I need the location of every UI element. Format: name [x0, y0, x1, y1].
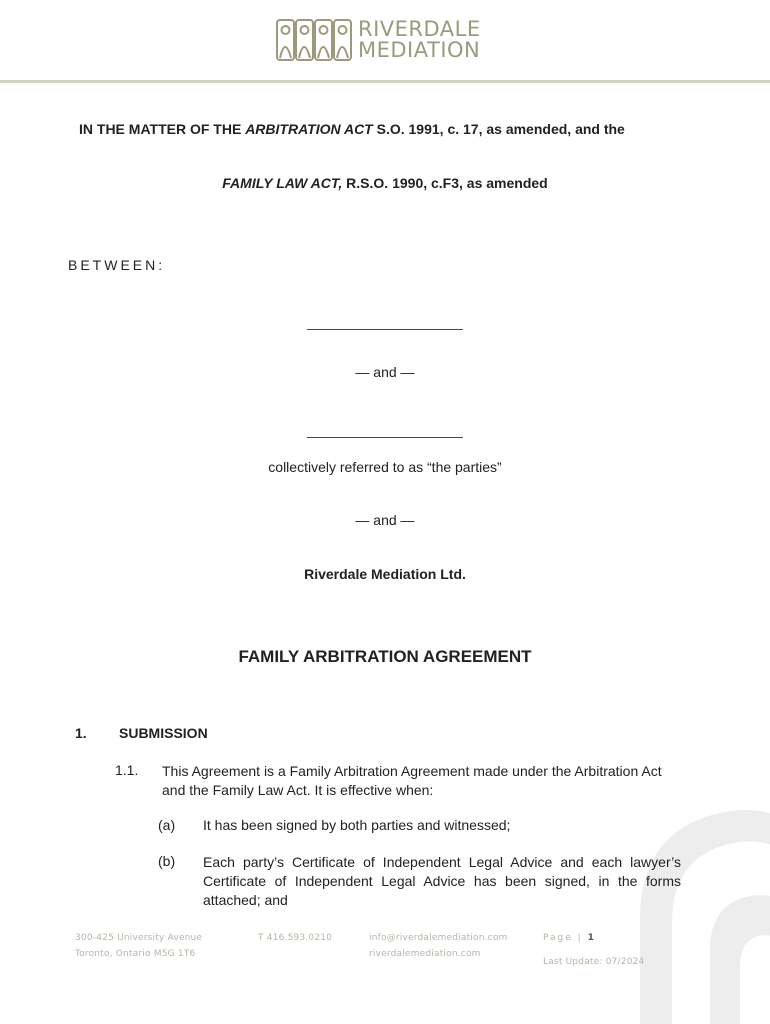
section-title: SUBMISSION — [119, 725, 208, 741]
page-number: 1 — [587, 933, 594, 943]
item-a-text: It has been signed by both parties and witnessed; — [203, 817, 511, 833]
arbitration-act-name: ARBITRATION ACT — [245, 121, 373, 137]
footer-address-line-2: Toronto, Ontario M5G 1T6 — [75, 949, 196, 959]
footer-email-link[interactable]: info@riverdalemediation.com — [369, 933, 508, 943]
and-separator-1: — and — — [355, 364, 415, 380]
family-law-act-name: FAMILY LAW ACT, — [222, 175, 343, 191]
party-1-blank-line: ____________________ — [307, 314, 463, 330]
item-b-label: (b) — [158, 853, 176, 869]
matter-prefix: IN THE MATTER OF THE — [79, 121, 246, 137]
header-divider — [0, 80, 770, 83]
document-title: FAMILY ARBITRATION AGREEMENT — [238, 647, 532, 666]
item-a-label: (a) — [158, 817, 176, 833]
family-law-suffix: R.S.O. 1990, c.F3, as amended — [342, 175, 548, 191]
page-label: Page | — [543, 933, 583, 943]
company-name: Riverdale Mediation Ltd. — [304, 566, 466, 582]
logo-text-mediation: MEDIATION — [358, 38, 481, 62]
party-2-blank-line: ____________________ — [307, 422, 463, 438]
matter-suffix: S.O. 1991, c. 17, as amended, and the — [372, 121, 625, 137]
paragraph-text: This Agreement is a Family Arbitration Agreement made under the Arbitration Act and the Family Law Act. It is effective when: — [162, 763, 662, 798]
page-header — [0, 0, 770, 82]
section-number: 1. — [75, 725, 87, 741]
between-label: BETWEEN: — [68, 257, 166, 273]
matter-heading — [79, 121, 625, 137]
footer-last-update: Last Update: 07/2024 — [543, 957, 645, 967]
footer-page-indicator — [543, 933, 594, 943]
footer-address-line-1: 300-425 University Avenue — [75, 933, 203, 943]
and-separator-2: — and — — [355, 512, 415, 528]
footer-website-link[interactable]: riverdalemediation.com — [369, 949, 481, 959]
footer-phone: T 416.593.0210 — [258, 933, 333, 943]
item-b-text: Each party’s Certificate of Independent Legal Advice and each lawyer’s Certificate of Independent Legal Advice has been signed, in the forms attached; and — [203, 854, 681, 908]
parties-note: collectively referred to as “the parties” — [268, 459, 502, 475]
watermark-logo-icon — [600, 800, 770, 1024]
logo-text-riverdale: RIVERDALE — [358, 17, 481, 41]
logo-figures-icon — [276, 18, 354, 62]
paragraph-number: 1.1. — [115, 762, 139, 778]
family-law-heading — [0, 175, 770, 191]
